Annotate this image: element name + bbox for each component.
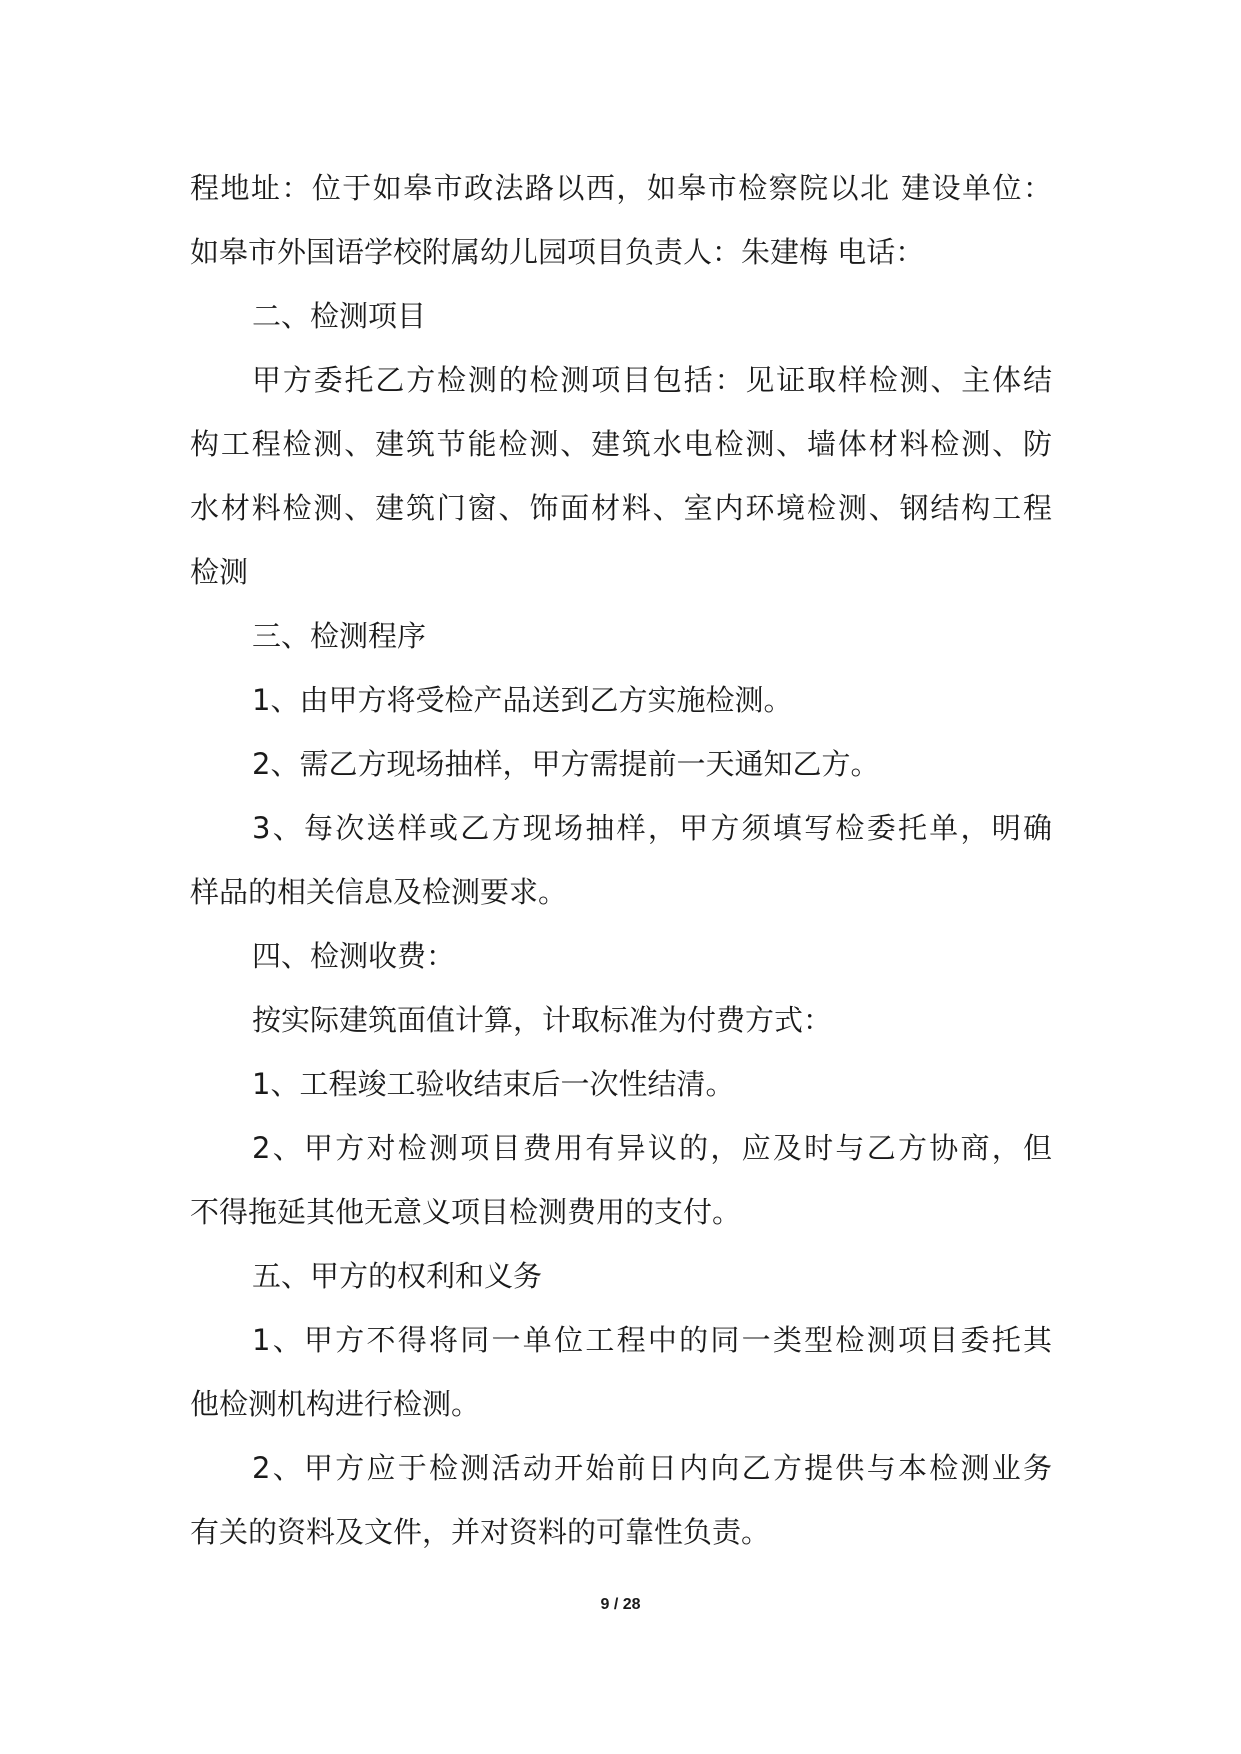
text-line: 按实际建筑面值计算，计取标准为付费方式： [252, 1003, 833, 1037]
text-line: 程地址：位于如皋市政法路以西，如皋市检察院以北 建设单位： [190, 171, 1052, 205]
document-body [190, 156, 1052, 1564]
section-heading: 五、甲方的权利和义务 [252, 1259, 543, 1293]
section-heading: 四、检测收费： [252, 939, 456, 973]
text-line: 有关的资料及文件，并对资料的可靠性负责。 [190, 1515, 771, 1549]
list-item: 2、甲方对检测项目费用有异议的，应及时与乙方协商，但 [252, 1131, 1052, 1165]
text-line: 构工程检测、建筑节能检测、建筑水电检测、墙体材料检测、防 [190, 427, 1052, 461]
text-line: 甲方委托乙方检测的检测项目包括：见证取样检测、主体结 [252, 363, 1052, 397]
text-line: 样品的相关信息及检测要求。 [190, 875, 568, 909]
list-item: 2、需乙方现场抽样，甲方需提前一天通知乙方。 [252, 747, 880, 781]
text-line: 不得拖延其他无意义项目检测费用的支付。 [190, 1195, 742, 1229]
text-line: 如皋市外国语学校附属幼儿园项目负责人：朱建梅 电话： [190, 235, 925, 269]
list-item: 1、由甲方将受检产品送到乙方实施检测。 [252, 683, 793, 717]
section-heading: 三、检测程序 [252, 619, 427, 653]
text-line: 水材料检测、建筑门窗、饰面材料、室内环境检测、钢结构工程 [190, 491, 1052, 525]
list-item: 1、工程竣工验收结束后一次性结清。 [252, 1067, 735, 1101]
text-line: 他检测机构进行检测。 [190, 1387, 481, 1421]
list-item: 1、甲方不得将同一单位工程中的同一类型检测项目委托其 [252, 1323, 1052, 1357]
section-heading: 二、检测项目 [252, 299, 427, 333]
page-number: 9 / 28 [600, 1596, 641, 1613]
list-item: 3、每次送样或乙方现场抽样，甲方须填写检委托单，明确 [252, 811, 1052, 845]
text-line: 检测 [190, 555, 249, 589]
list-item: 2、甲方应于检测活动开始前日内向乙方提供与本检测业务 [252, 1451, 1052, 1485]
